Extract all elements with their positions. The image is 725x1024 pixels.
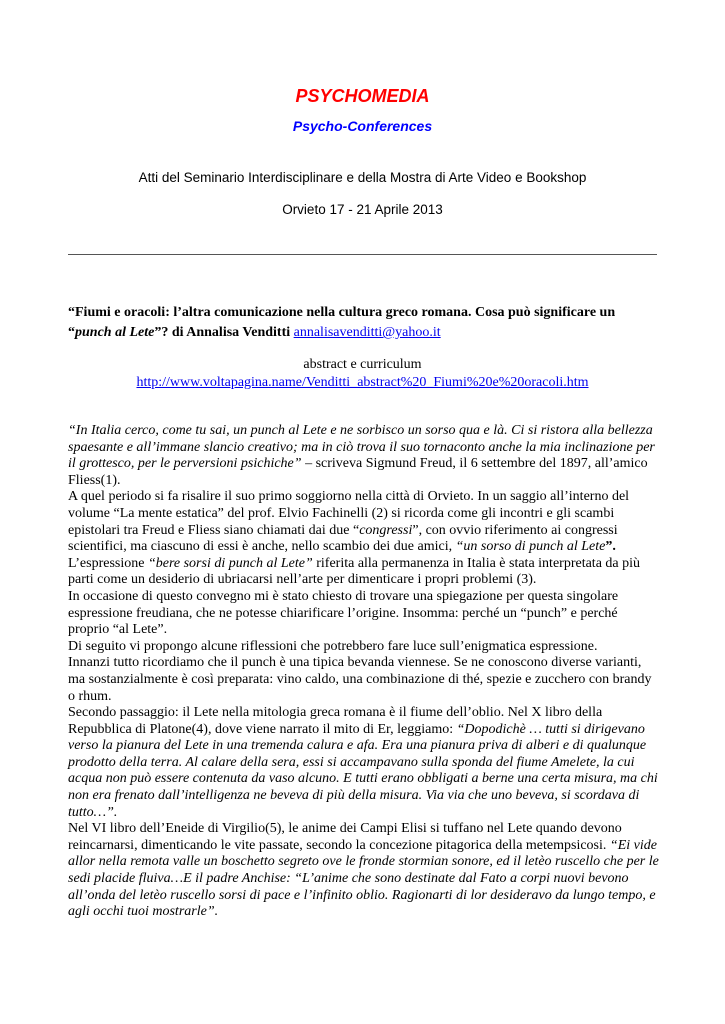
paragraph-2 <box>68 489 660 555</box>
title-author: ”? di Annalisa Venditti <box>154 325 291 340</box>
event-dates: Orvieto 17 - 21 Aprile 2013 <box>282 202 443 217</box>
site-brand: PSYCHOMEDIA <box>295 86 430 106</box>
virgil-quote: “Ei vide allor nella remota valle un boschetto segreto ove le fronde stormian sonore, ed il letèo ruscello che per le sedi placide fluiva…E il padre Anchise: “L’anime che sono destinate dal Fato a corpi nuovi bevono all’onda del letèo ruscello sorsi di pace e l’infinito oblio. Ragionarti di lor desideravo da lungo tempo, e agli occhi tuoi mostrarle”. <box>68 837 659 920</box>
p2-congressi: congressi <box>359 522 413 538</box>
p2-b: ”, con ovvio riferimento ai congressi scientifici, ma ciascuno di essi è anche, nello scambio dei due amici, <box>68 522 618 555</box>
p2-a: A quel periodo si fa risalire il suo primo soggiorno nella città di Orvieto. In un saggio all’interno del volume “La mente estatica” del prof. Elvio Fachinelli (2) si ricorda come gli incontri e gli scambi epistolari tra Freud e Fliess siano chiamati dai due “ <box>68 489 630 538</box>
p7-a: Secondo passaggio: il Lete nella mitologia greca romana è il fiume dell’oblio. Nel X libro della Repubblica di Platone(4), dove viene narrato il mito di Er, leggiamo: <box>68 705 603 737</box>
title-punch: punch al Lete <box>75 325 155 340</box>
plato-quote: “Dopodichè … tutti si dirigevano verso la pianura del Lete in una tremenda calura e afa. Era una pianura priva di alberi e di qualunque prodotto della terra. Al calare della sera, essi si accampavano sulla sponda del fiume Amelete, la cui acqua non può essere contenuta da vaso alcuno. E tutti erano obbligati a berne una certa misura, ma chi non era frenato dall’intelligenza ne beveva di più della misura. Via via che uno beveva, si scordava di tutto…”. <box>68 721 658 820</box>
author-email-link[interactable]: annalisavenditti@yahoo.it <box>293 325 441 340</box>
abstract-label: abstract e curriculum <box>303 357 422 372</box>
freud-quote: “In Italia cerco, come tu sai, un punch al Lete e ne sorbisco un sorso qua e là. Ci si ristora alla bellezza spaesante e all’immane slancio creativo; ma in ciò trova il suo tornaconto anche la mia inclinazione per il grottesco, per le perversioni psichiche” <box>68 423 655 472</box>
horizontal-divider <box>68 254 657 255</box>
p3-b: riferita alla permanenza in Italia è stata interpretata da più parti come un desiderio di ubriacarsi nell’arte per dimenticare i propri problemi (3). <box>68 555 641 588</box>
paragraph-5: Di seguito vi propongo alcune riflessioni che potrebbero fare luce sull’enigmatica espressione. <box>68 638 598 654</box>
site-subtitle: Psycho-Conferences <box>292 118 433 134</box>
title-quote-open: “ <box>68 325 75 340</box>
p3-a: L’espressione <box>68 555 148 571</box>
seminar-title: Atti del Seminario Interdisciplinare e della Mostra di Arte Video e Bookshop <box>138 170 587 185</box>
paragraph-8 <box>68 821 660 921</box>
p1-rest: – scriveva Sigmund Freud, il 6 settembre del 1897, all’amico Fliess(1). <box>68 456 648 488</box>
paragraph-1 <box>68 423 660 489</box>
paragraph-6: Innanzi tutto ricordiamo che il punch è una tipica bevanda viennese. Se ne conoscono diverse varianti, ma sostanzialmente è così preparata: vino caldo, una combinazione di thé, spezie e zucchero con brandy o rhum. <box>68 655 652 704</box>
p2-end: ”. <box>605 539 616 555</box>
paragraph-7 <box>68 705 660 821</box>
paragraph-4: In occasione di questo convegno mi è stato chiesto di trovare una spiegazione per questa singolare espressione freudiana, che ne potesse chiarificare l’origine. Insomma: perché un “punch” e perché proprio “al Lete”. <box>68 588 619 638</box>
abstract-url-link[interactable]: http://www.voltapagina.name/Venditti_abstract%20_Fiumi%20e%20oracoli.htm <box>136 375 589 390</box>
article-title <box>68 303 668 343</box>
paragraph-3 <box>68 556 660 589</box>
p8-a: Nel VI libro dell’Eneide di Virgilio(5), le anime dei Campi Elisi si tuffano nel Lete quando devono reincarnarsi, dimenticando le vite passate, secondo la concezione pitagorica della metempsicosi. <box>68 821 622 853</box>
article-body <box>68 423 660 921</box>
p3-quote: “bere sorsi di punch al Lete” <box>147 555 313 571</box>
title-line-1: “Fiumi e oracoli: l’altra comunicazione nella cultura greco romana. Cosa può significare un <box>68 305 616 320</box>
p2-punch: “un sorso di punch al Lete <box>455 539 606 555</box>
